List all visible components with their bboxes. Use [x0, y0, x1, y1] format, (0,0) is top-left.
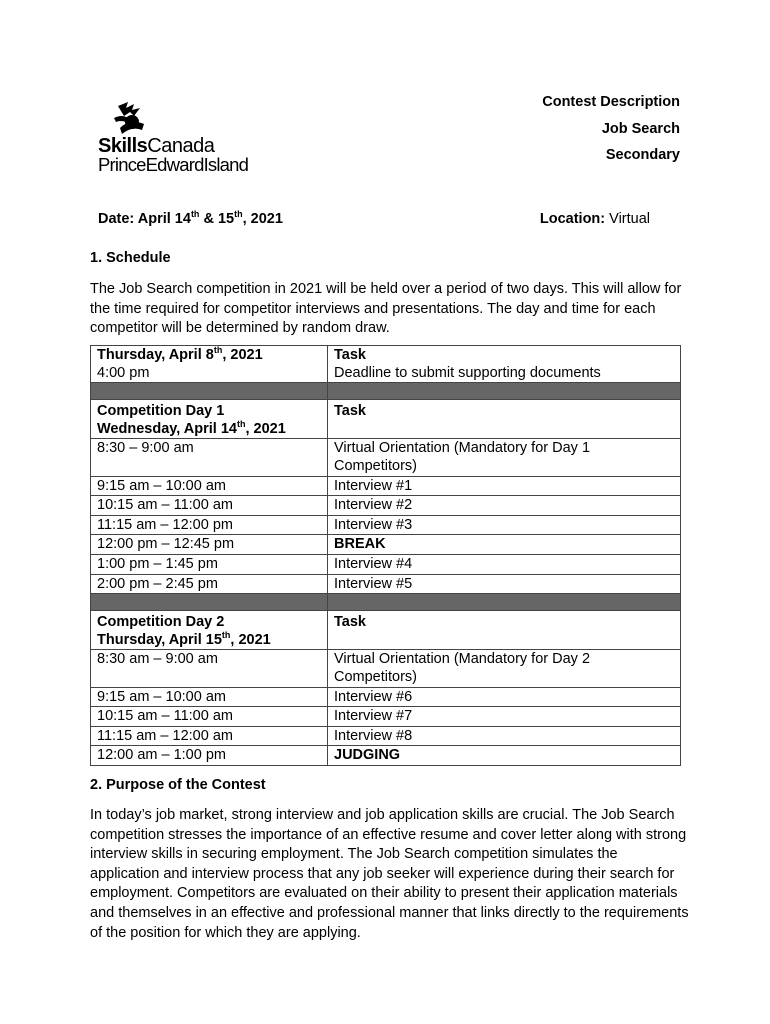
- contest-date: Date: April 14th & 15th, 2021: [98, 209, 283, 227]
- time-cell: 11:15 am – 12:00 am: [91, 726, 328, 746]
- task-cell: Interview #2: [328, 496, 681, 516]
- day1-title: Competition Day 1: [97, 403, 225, 420]
- task-cell: Interview #7: [328, 707, 681, 727]
- logo-line-1: SkillsCanada: [98, 135, 215, 157]
- table-row: [91, 476, 681, 496]
- logo-line-2: PrinceEdwardIsland: [98, 154, 249, 175]
- schedule-paragraph: The Job Search competition in 2021 will be held over a period of two days. This will allow for the time required for competitor interviews and presentations. The day and time for each competitor will be determined by random draw.: [90, 281, 682, 337]
- intro-time: 4:00 pm: [97, 364, 150, 381]
- time-cell: 10:15 am – 11:00 am: [91, 496, 328, 516]
- table-row: [91, 574, 681, 594]
- time-cell: 2:00 pm – 2:45 pm: [91, 574, 328, 594]
- task-cell: Interview #8: [328, 726, 681, 746]
- contest-description-heading: Contest Description: [542, 94, 680, 110]
- table-separator: [91, 383, 681, 400]
- intro-task: Deadline to submit supporting documents: [334, 364, 601, 381]
- table-separator: [91, 594, 681, 611]
- table-row: [91, 535, 681, 555]
- contest-location: Location: Virtual: [539, 211, 650, 227]
- schedule-table: [90, 345, 681, 766]
- table-row: [91, 554, 681, 574]
- day1-task-header: Task: [334, 403, 366, 420]
- contest-level: Secondary: [605, 147, 680, 163]
- day1-date: Wednesday, April 14th, 2021: [97, 418, 286, 437]
- task-cell: Interview #6: [328, 687, 681, 707]
- task-cell-break: BREAK: [328, 535, 681, 555]
- time-cell: 10:15 am – 11:00 am: [91, 707, 328, 727]
- table-row: [91, 496, 681, 516]
- day2-title: Competition Day 2: [97, 614, 225, 631]
- time-cell: 12:00 pm – 12:45 pm: [91, 535, 328, 555]
- table-row: [91, 400, 681, 439]
- table-row: [91, 346, 681, 383]
- task-cell: Virtual Orientation (Mandatory for Day 2 Competitors): [328, 650, 681, 687]
- intro-task-header: Task: [334, 347, 366, 363]
- time-cell: 12:00 am – 1:00 pm: [91, 746, 328, 766]
- table-row: [91, 687, 681, 707]
- time-cell: 11:15 am – 12:00 pm: [91, 515, 328, 535]
- task-cell: Interview #4: [328, 554, 681, 574]
- intro-date: Thursday, April 8th, 2021: [97, 345, 263, 363]
- table-row: [91, 611, 681, 650]
- schedule-heading: 1. Schedule: [90, 250, 171, 266]
- time-cell: 8:30 am – 9:00 am: [91, 650, 328, 687]
- task-cell: Interview #1: [328, 476, 681, 496]
- contest-name: Job Search: [601, 121, 680, 137]
- task-cell: Interview #3: [328, 515, 681, 535]
- task-cell: Virtual Orientation (Mandatory for Day 1 Competitors): [328, 439, 681, 476]
- table-row: [91, 439, 681, 476]
- task-cell: Interview #5: [328, 574, 681, 594]
- time-cell: 9:15 am – 10:00 am: [91, 476, 328, 496]
- table-row: [91, 515, 681, 535]
- purpose-heading: 2. Purpose of the Contest: [90, 777, 266, 793]
- time-cell: 9:15 am – 10:00 am: [91, 687, 328, 707]
- table-row: [91, 746, 681, 766]
- table-row: [91, 726, 681, 746]
- skills-canada-figure-icon: [110, 100, 150, 140]
- task-cell-judging: JUDGING: [328, 746, 681, 766]
- purpose-paragraph: In today’s job market, strong interview and job application skills are crucial. The Job Search competition stresses the importance of an effective resume and cover letter along with strong interview skills in securing employment. The Job Search competition simulates the application and interview process that any job seeker will experience during their search for employment. Competitors are evaluated on their ability to present their application materials and themselves in an effective and professional manner that links directly to the requirements of the position for which they are applying.: [90, 807, 689, 941]
- time-cell: 8:30 – 9:00 am: [91, 439, 328, 476]
- time-cell: 1:00 pm – 1:45 pm: [91, 554, 328, 574]
- day2-task-header: Task: [334, 614, 366, 631]
- skills-canada-pei-logo: [98, 100, 268, 180]
- table-row: [91, 650, 681, 687]
- table-row: [91, 707, 681, 727]
- day2-date: Thursday, April 15th, 2021: [97, 629, 271, 648]
